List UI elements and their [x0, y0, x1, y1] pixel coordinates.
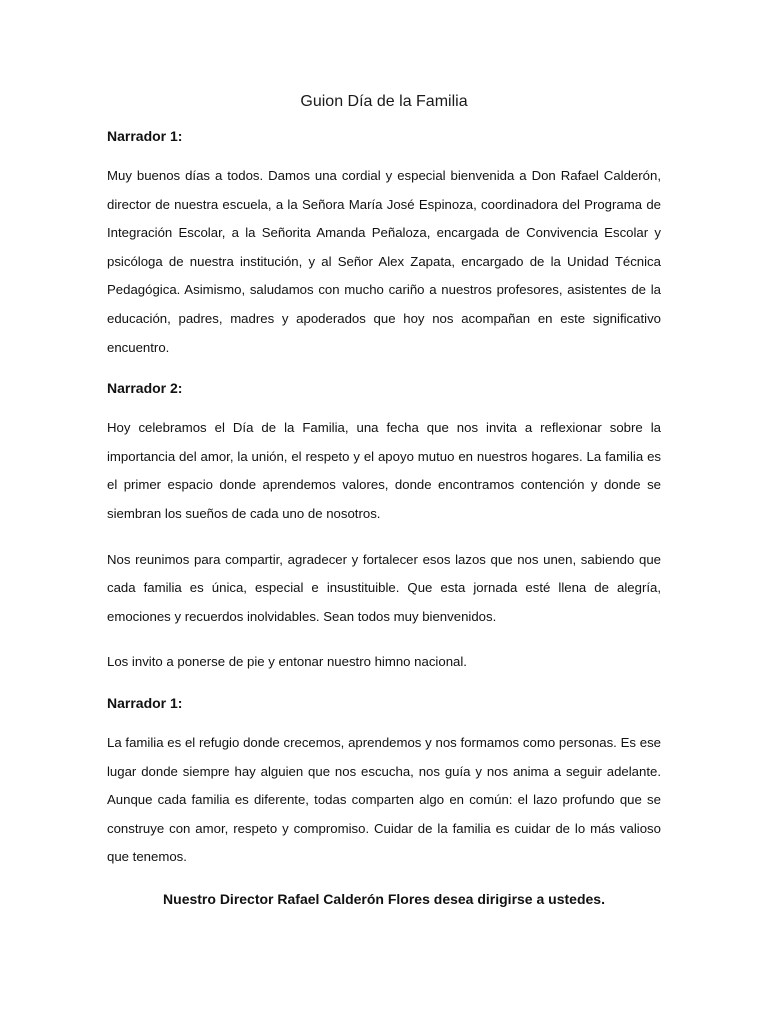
paragraph: Muy buenos días a todos. Damos una cordial y especial bienvenida a Don Rafael Calderón, director de nuestra escuela, a la Señora María José Espinoza, coordinadora del Programa de Integración Escolar, a la Señorita Amanda Peñaloza, encargada de Convivencia Escolar y psicóloga de nuestra institución, y al Señor Alex Zapata, encargado de la Unidad Técnica Pedagógica. Asimismo, saludamos con mucho cariño a nuestros profesores, asistentes de la educación, padres, madres y apoderados que hoy nos acompañan en este significativo encuentro. [107, 168, 661, 355]
speaker-label: Narrador 1: [107, 694, 183, 711]
speaker-label: Narrador 1: [107, 128, 183, 144]
paragraph: Los invito a ponerse de pie y entonar nuestro himno nacional. [107, 654, 467, 670]
paragraph: Hoy celebramos el Día de la Familia, una fecha que nos invita a reflexionar sobre la importancia del amor, la unión, el respeto y el apoyo mutuo en nuestros hogares. La familia es el primer espacio donde aprendemos valores, donde encontramos contención y donde se siembran los sueños de cada uno de nosotros. [107, 420, 661, 521]
document-title: Guion Día de la Familia [300, 93, 468, 110]
paragraph: Nos reunimos para compartir, agradecer y fortalecer esos lazos que nos unen, sabiendo que cada familia es única, especial e insustituible. Que esta jornada esté llena de alegría, emociones y recuerdos inolvidables. Sean todos muy bienvenidos. [107, 551, 661, 624]
speaker-label: Narrador 2: [107, 380, 183, 397]
paragraph: La familia es el refugio donde crecemos, aprendemos y nos formamos como personas. Es ese lugar donde siempre hay alguien que nos escucha, nos guía y nos anima a seguir adelante. Aunque cada familia es diferente, todas comparten algo en común: el lazo profundo que se construye con amor, respeto y compromiso. Cuidar de la familia es cuidar de lo más valioso que tenemos. [107, 734, 661, 865]
closing-announcement: Nuestro Director Rafael Calderón Flores desea dirigirse a ustedes. [163, 890, 605, 907]
